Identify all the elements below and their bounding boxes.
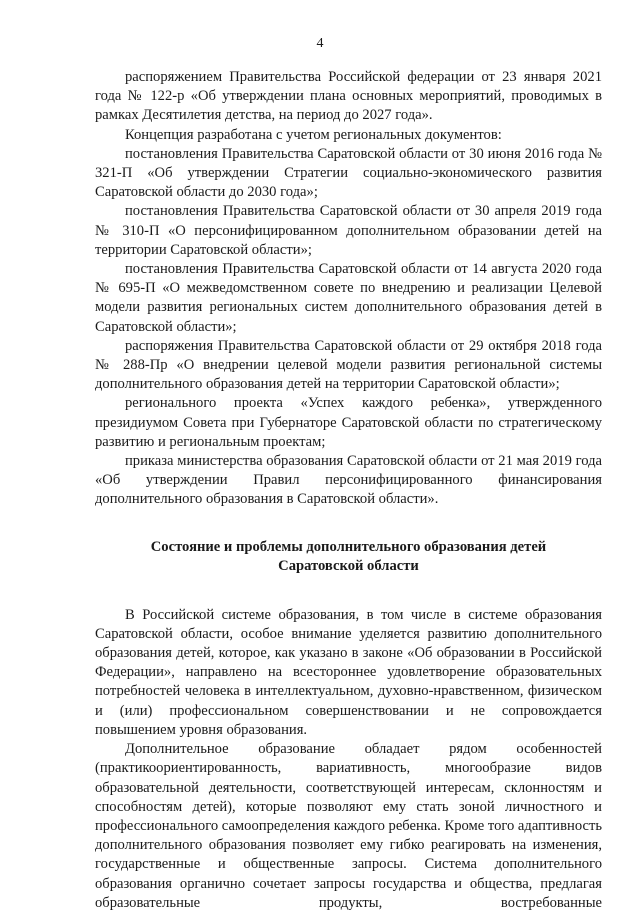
paragraph-features: Дополнительное образование обладает рядом особенностей (практикоориентированность, вариативность, многообразие видов образовательной деятельности, соответствующей интересам, склонностям и способностям детей), которые позволяют ему стать зоной личностного и профессионального самоопределения каждого ребенка. Кроме того адаптивность дополнительного образования позволяет ему гибко реагировать на изменения, государственные и общественные запросы. Система дополнительного образования органично сочетает запросы государства и общества, предлагая образовательные продукты, востребованные bbox=[95, 741, 602, 911]
paragraph-order-288pr: распоряжения Правительства Саратовской области от 29 октября 2018 года № 288-Пр «О внедрении целевой модели развития региональной системы дополнительного образования детей на территории Саратовской области»; bbox=[95, 337, 602, 393]
paragraph-decree-122r: распоряжением Правительства Российской федерации от 23 января 2021 года № 122-р «Об утверждении плана основных мероприятий, проводимых в рамках Десятилетия детства, на период до 2027 года». bbox=[95, 69, 602, 124]
paragraph-regional-project: регионального проекта «Успех каждого ребенка», утвержденного президиумом Совета при Губернаторе Саратовской области по стратегическому развитию и региональным проектам; bbox=[95, 395, 602, 450]
paragraph-resolution-310p: постановления Правительства Саратовской области от 30 апреля 2019 года № 310-П «О персонифицированном дополнительном образовании детей на территории Саратовской области»; bbox=[95, 203, 602, 258]
paragraph-system-overview: В Российской системе образования, в том числе в системе образования Саратовской области, особое внимание уделяется развитию дополнительного образования детей, которое, как указано в законе «Об образовании в Российской Федерации», направлено на всестороннее удовлетворение образовательных потребностей человека в интеллектуальном, духовно-нравственном, физическом и (или) профессиональном совершенствовании и не сопровождается повышением уровня образования. bbox=[95, 606, 602, 738]
paragraph-resolution-695p: постановления Правительства Саратовской области от 14 августа 2020 года № 695-П «О межведомственном совете по внедрению и реализации Целевой модели развития региональных систем дополнительного образования детей в Саратовской области»; bbox=[95, 261, 602, 335]
paragraph-resolution-321p: постановления Правительства Саратовской области от 30 июня 2016 года № 321-П «Об утверждении Стратегии социально-экономического развития Саратовской области до 2030 года»; bbox=[95, 145, 602, 201]
paragraph-ministry-order: приказа министерства образования Саратовской области от 21 мая 2019 года «Об утверждении Правил персонифицированного финансирования дополнительного образования в Саратовской области». bbox=[95, 453, 602, 508]
section-heading-line-1: Состояние и проблемы дополнительного образования детей bbox=[150, 538, 547, 555]
paragraph-regional-intro: Концепция разработана с учетом региональных документов: bbox=[125, 126, 502, 143]
document-body bbox=[95, 68, 602, 913]
page-number: 4 bbox=[316, 36, 324, 51]
section-heading-line-2: Саратовской области bbox=[278, 557, 419, 574]
section-heading bbox=[95, 538, 602, 576]
